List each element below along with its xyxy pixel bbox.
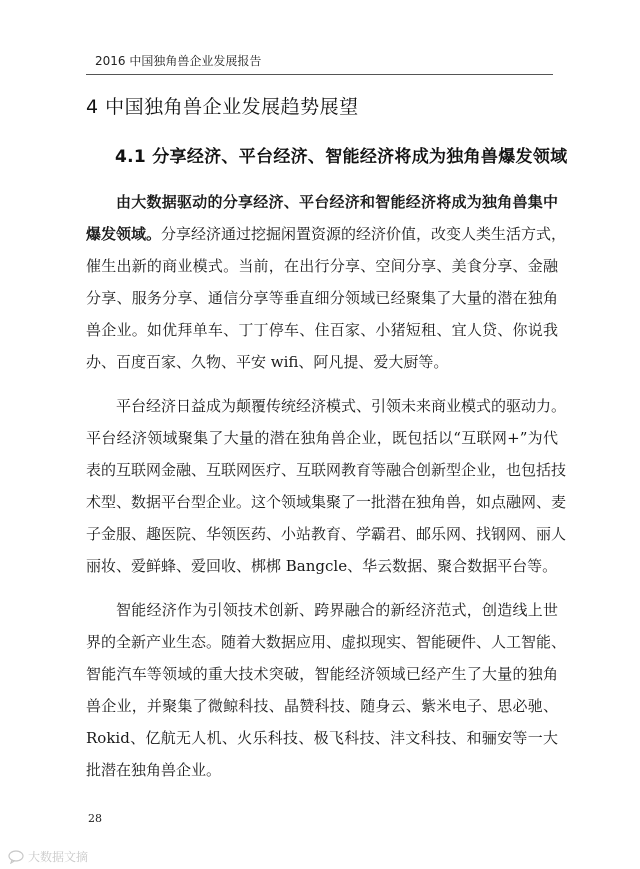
paragraph-2-line-5: 子金服、趣医院、华领医药、小站教育、学霸君、邮乐网、找钢网、丽人 — [86, 525, 567, 543]
subsection-heading: 4.1 分享经济、平台经济、智能经济将成为独角兽爆发领域 — [115, 147, 568, 167]
paragraph-3-line-4: 兽企业，并聚集了微鲸科技、晶赞科技、随身云、紫米电子、思必驰、 — [86, 697, 558, 715]
paragraph-1 — [86, 186, 567, 378]
paragraph-2-line-4: 术型、数据平台型企业。这个领域集聚了一批潜在独角兽，如点融网、麦 — [86, 493, 567, 511]
paragraph-1-line-2: 爆发领域。分享经济通过挖掘闲置资源的经济价值，改变人类生活方式， — [86, 225, 567, 243]
paragraph-3-line-2: 界的全新产业生态。随着大数据应用、虚拟现实、智能硬件、人工智能、 — [86, 633, 567, 651]
header-divider — [86, 74, 553, 75]
chat-bubble-icon — [8, 850, 24, 864]
watermark — [8, 848, 88, 865]
watermark-text: 大数据文摘 — [28, 850, 89, 864]
paragraph-2 — [86, 390, 567, 582]
running-header: 2016 中国独角兽企业发展报告 — [95, 54, 262, 68]
paragraph-2-line-3: 表的互联网金融、互联网医疗、互联网教育等融合创新型企业，也包括技 — [86, 461, 567, 479]
paragraph-1-line-5: 兽企业。如优拜单车、丁丁停车、住百家、小猪短租、宜人贷、你说我 — [86, 321, 558, 339]
paragraph-1-line-6: 办、百度百家、久物、平安 wifi、阿凡提、爱大厨等。 — [86, 353, 449, 371]
paragraph-1-line-3: 催生出新的商业模式。当前，在出行分享、空间分享、美食分享、金融 — [86, 257, 558, 275]
paragraph-3-line-5: Rokid、亿航无人机、火乐科技、极飞科技、沣文科技、和骊安等一大 — [86, 729, 558, 747]
paragraph-3-line-3: 智能汽车等领域的重大技术突破，智能经济领域已经产生了大量的独角 — [86, 665, 558, 683]
paragraph-3-line-6: 批潜在独角兽企业。 — [86, 761, 222, 779]
paragraph-2-line-1: 平台经济日益成为颠覆传统经济模式、引领未来商业模式的驱动力。 — [116, 397, 567, 415]
paragraph-2-line-2: 平台经济领域聚集了大量的潜在独角兽企业，既包括以“互联网+”为代 — [86, 429, 558, 447]
page-number: 28 — [88, 812, 102, 825]
paragraph-2-line-6: 丽妆、爱鲜蜂、爱回收、梆梆 Bangcle、华云数据、聚合数据平台等。 — [86, 557, 558, 575]
paragraph-1-line-4: 分享、服务分享、通信分享等垂直细分领域已经聚集了大量的潜在独角 — [86, 289, 558, 307]
paragraph-3 — [86, 594, 567, 786]
paragraph-3-line-1: 智能经济作为引领技术创新、跨界融合的新经济范式，创造线上世 — [116, 601, 558, 619]
paragraph-1-line-1: 由大数据驱动的分享经济、平台经济和智能经济将成为独角兽集中 — [116, 193, 558, 211]
section-heading: 4 中国独角兽企业发展趋势展望 — [86, 96, 359, 118]
